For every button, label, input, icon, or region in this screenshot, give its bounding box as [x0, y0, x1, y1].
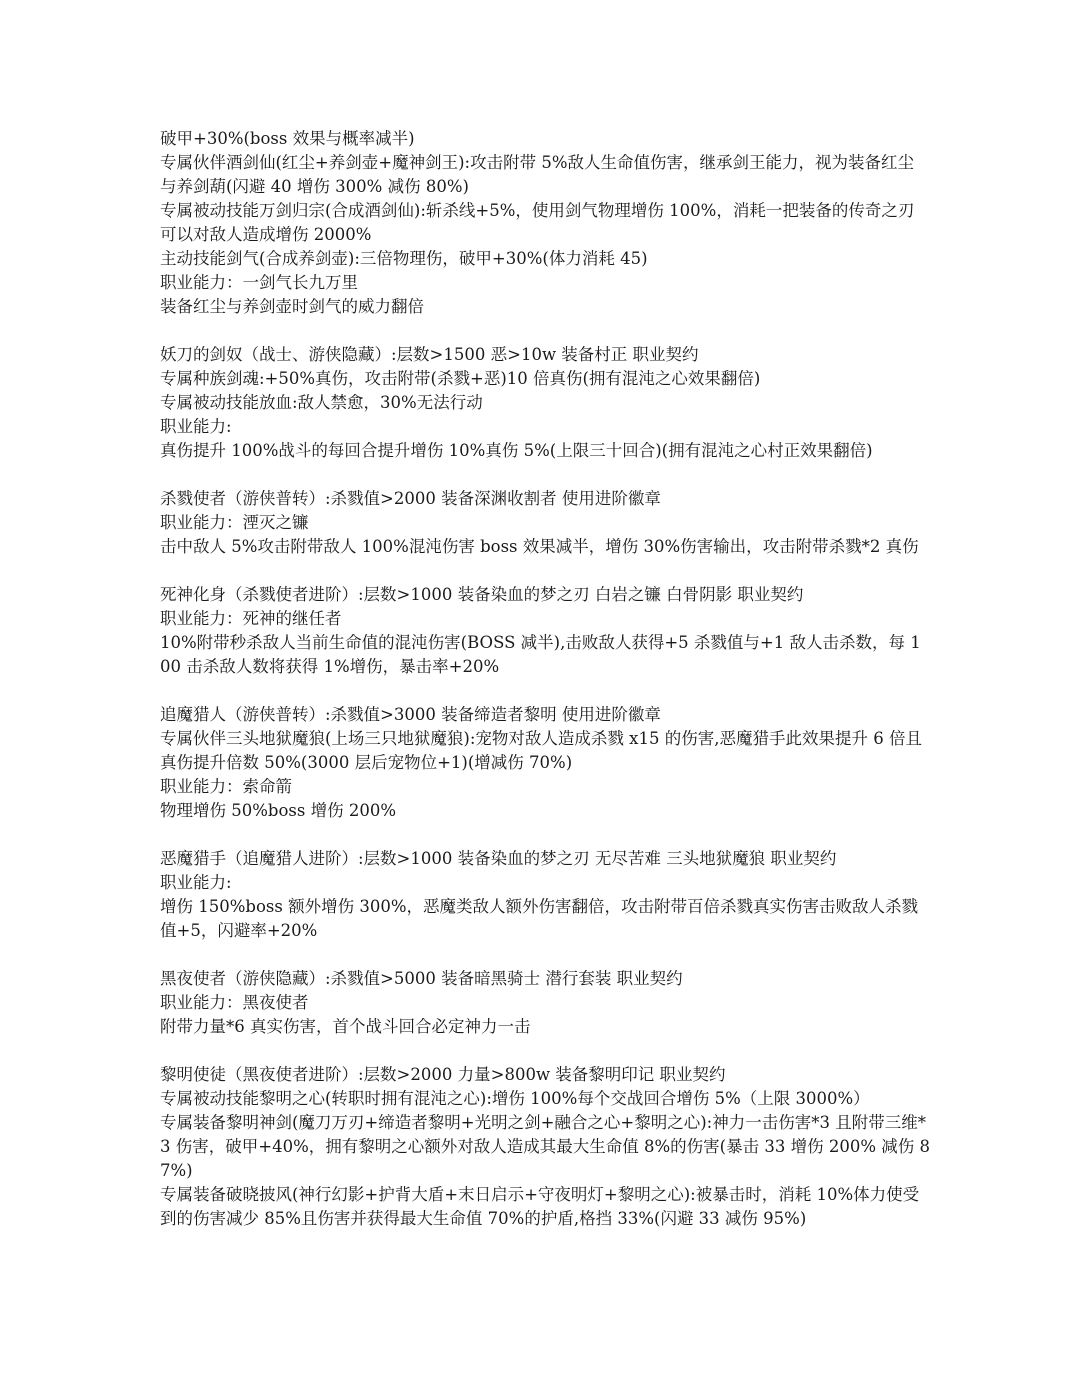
- text-line: 黑夜使者（游侠隐藏）:杀戮值>5000 装备暗黑骑士 潜行套装 职业契约: [160, 969, 683, 988]
- text-section: [160, 703, 930, 823]
- text-line: 死神化身（杀戮使者进阶）:层数>1000 装备染血的梦之刃 白岩之镰 白骨阴影 职业契约: [160, 585, 804, 604]
- text-line: 职业能力：一剑气长九万里: [160, 273, 358, 292]
- text-line: 职业能力：湮灭之镰: [160, 513, 309, 532]
- text-line: 击中敌人 5%攻击附带敌人 100%混沌伤害 boss 效果减半，增伤 30%伤害输出，攻击附带杀戮*2 真伤: [160, 537, 919, 556]
- text-line: 装备红尘与养剑壶时剑气的威力翻倍: [160, 297, 424, 316]
- text-section: [160, 847, 930, 943]
- text-line: 专属种族剑魂:+50%真伤，攻击附带(杀戮+恶)10 倍真伤(拥有混沌之心效果翻倍): [160, 369, 761, 388]
- text-section: [160, 1063, 930, 1231]
- text-line: 职业能力：死神的继任者: [160, 609, 342, 628]
- text-line: 10%附带秒杀敌人当前生命值的混沌伤害(BOSS 减半),击败敌人获得+5 杀戮值与+1 敌人击杀数，每 100 击杀敌人数将获得 1%增伤，暴击率+20%: [160, 633, 921, 676]
- text-section: [160, 343, 930, 463]
- text-line: 职业能力:: [160, 417, 232, 436]
- text-section: [160, 487, 930, 559]
- text-line: 职业能力：黑夜使者: [160, 993, 309, 1012]
- text-line: 杀戮使者（游侠普转）:杀戮值>2000 装备深渊收割者 使用进阶徽章: [160, 489, 661, 508]
- text-line: 破甲+30%(boss 效果与概率减半): [160, 129, 415, 148]
- text-line: 黎明使徒（黑夜使者进阶）:层数>2000 力量>800w 装备黎明印记 职业契约: [160, 1065, 726, 1084]
- text-line: 专属被动技能放血:敌人禁愈，30%无法行动: [160, 393, 483, 412]
- text-line: 专属伙伴酒剑仙(红尘+养剑壶+魔神剑王):攻击附带 5%敌人生命值伤害，继承剑王能力，视为装备红尘与养剑葫(闪避 40 增伤 300% 减伤 80%): [160, 153, 915, 196]
- text-section: [160, 967, 930, 1039]
- text-line: 专属被动技能万剑归宗(合成酒剑仙):斩杀线+5%，使用剑气物理增伤 100%，消耗一把装备的传奇之刃可以对敌人造成增伤 2000%: [160, 201, 915, 244]
- text-line: 职业能力：索命箭: [160, 777, 292, 796]
- text-line: 附带力量*6 真实伤害，首个战斗回合必定神力一击: [160, 1017, 531, 1036]
- text-line: 追魔猎人（游侠普转）:杀戮值>3000 装备缔造者黎明 使用进阶徽章: [160, 705, 661, 724]
- text-line: 主动技能剑气(合成养剑壶):三倍物理伤，破甲+30%(体力消耗 45): [160, 249, 648, 268]
- text-line: 物理增伤 50%boss 增伤 200%: [160, 801, 397, 820]
- document-page: [160, 127, 930, 1255]
- text-section: [160, 583, 930, 679]
- text-line: 专属装备破晓披风(神行幻影+护背大盾+末日启示+守夜明灯+黎明之心):被暴击时，消耗 10%体力使受到的伤害减少 85%且伤害并获得最大生命值 70%的护盾,格挡 33%(闪避 33 减伤 95%): [160, 1185, 920, 1228]
- text-line: 恶魔猎手（追魔猎人进阶）:层数>1000 装备染血的梦之刃 无尽苦难 三头地狱魔狼 职业契约: [160, 849, 837, 868]
- text-line: 专属装备黎明神剑(魔刀万刃+缔造者黎明+光明之剑+融合之心+黎明之心):神力一击伤害*3 且附带三维*3 伤害，破甲+40%，拥有黎明之心额外对敌人造成其最大生命值 8%的伤害(暴击 33 增伤 200% 减伤 87%): [160, 1113, 930, 1180]
- text-line: 专属被动技能黎明之心(转职时拥有混沌之心):增伤 100%每个交战回合增伤 5%（上限 3000%）: [160, 1089, 870, 1108]
- text-line: 增伤 150%boss 额外增伤 300%，恶魔类敌人额外伤害翻倍，攻击附带百倍杀戮真实伤害击败敌人杀戮值+5，闪避率+20%: [160, 897, 919, 940]
- text-line: 职业能力:: [160, 873, 232, 892]
- text-line: 专属伙伴三头地狱魔狼(上场三只地狱魔狼):宠物对敌人造成杀戮 x15 的伤害,恶魔猎手此效果提升 6 倍且真伤提升倍数 50%(3000 层后宠物位+1)(增减伤 70%): [160, 729, 922, 772]
- text-line: 妖刀的剑奴（战士、游侠隐藏）:层数>1500 恶>10w 装备村正 职业契约: [160, 345, 699, 364]
- text-section: [160, 127, 930, 319]
- text-line: 真伤提升 100%战斗的每回合提升增伤 10%真伤 5%(上限三十回合)(拥有混沌之心村正效果翻倍): [160, 441, 873, 460]
